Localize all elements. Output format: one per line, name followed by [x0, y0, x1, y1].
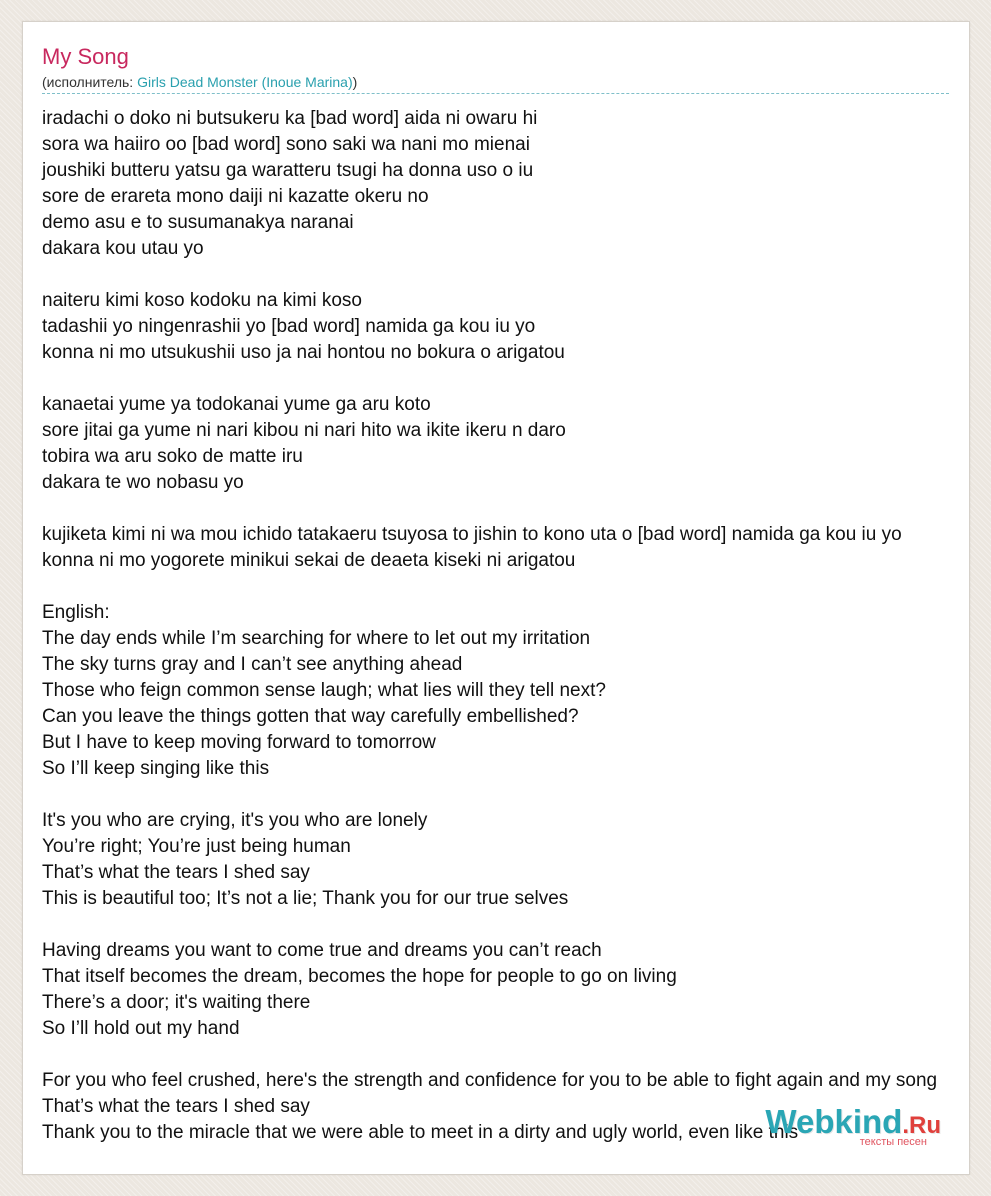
artist-line — [42, 73, 357, 91]
title-divider — [42, 93, 949, 94]
artist-link[interactable]: Girls Dead Monster (Inoue Marina) — [137, 74, 353, 90]
lyrics-card — [22, 21, 970, 1175]
logo-domain-suffix: .Ru — [902, 1112, 941, 1139]
webkind-logo — [751, 1104, 941, 1148]
artist-suffix: ) — [352, 74, 358, 90]
song-title: My Song — [42, 44, 129, 69]
artist-prefix: (исполнитель: — [42, 74, 138, 90]
logo-tagline: тексты песен — [859, 1136, 927, 1148]
lyrics-text: iradachi o doko ni butsukeru ka [bad word] aida ni owaru hi sora wa haiiro oo [bad word] sono saki wa nani mo mienai joushiki butteru yatsu ga waratteru tsugi ha donna uso o iu sore de erareta mono daiji ni kazatte okeru no demo asu e to susumanakya naranai dakara kou utau yo naiteru kimi koso kodoku na kimi koso tadashii yo ningenrashii yo [bad word] namida ga kou iu yo konna ni mo utsukushii uso ja nai hontou no bokura o arigatou kanaetai yume ya todokanai yume ga aru koto sore jitai ga yume ni nari kibou ni nari hito wa ikite ikeru n daro tobira wa aru soko de matte iru dakara te wo nobasu yo kujiketa kimi ni wa mou ichido tatakaeru tsuyosa to jishin to kono uta o [bad word] namida ga kou iu yo konna ni mo yogorete minikui sekai de deaeta kiseki ni arigatou English: The day ends while I’m searching for where to let out my irritation The sky turns gray and I can’t see anything ahead Those who feign common sense laugh; what lies will they tell next? Can you leave the things gotten that way carefully embellished? But I have to keep moving forward to tomorrow So I’ll keep singing like this It's you who are crying, it's you who are lonely You’re right; You’re just being human That’s what the tears I shed say This is beautiful too; It’s not a lie; Thank you for our true selves Having dreams you want to come true and dreams you can’t reach That itself becomes the dream, becomes the hope for people to go on living There’s a door; it's waiting there So I’ll hold out my hand For you who feel crushed, here's the strength and confidence for you to be able to fight again and my song That’s what the tears I shed say Thank you to the miracle that we were able to meet in a dirty and ugly world, even like this — [42, 108, 938, 1143]
logo-brand: Webkind — [765, 1103, 903, 1140]
